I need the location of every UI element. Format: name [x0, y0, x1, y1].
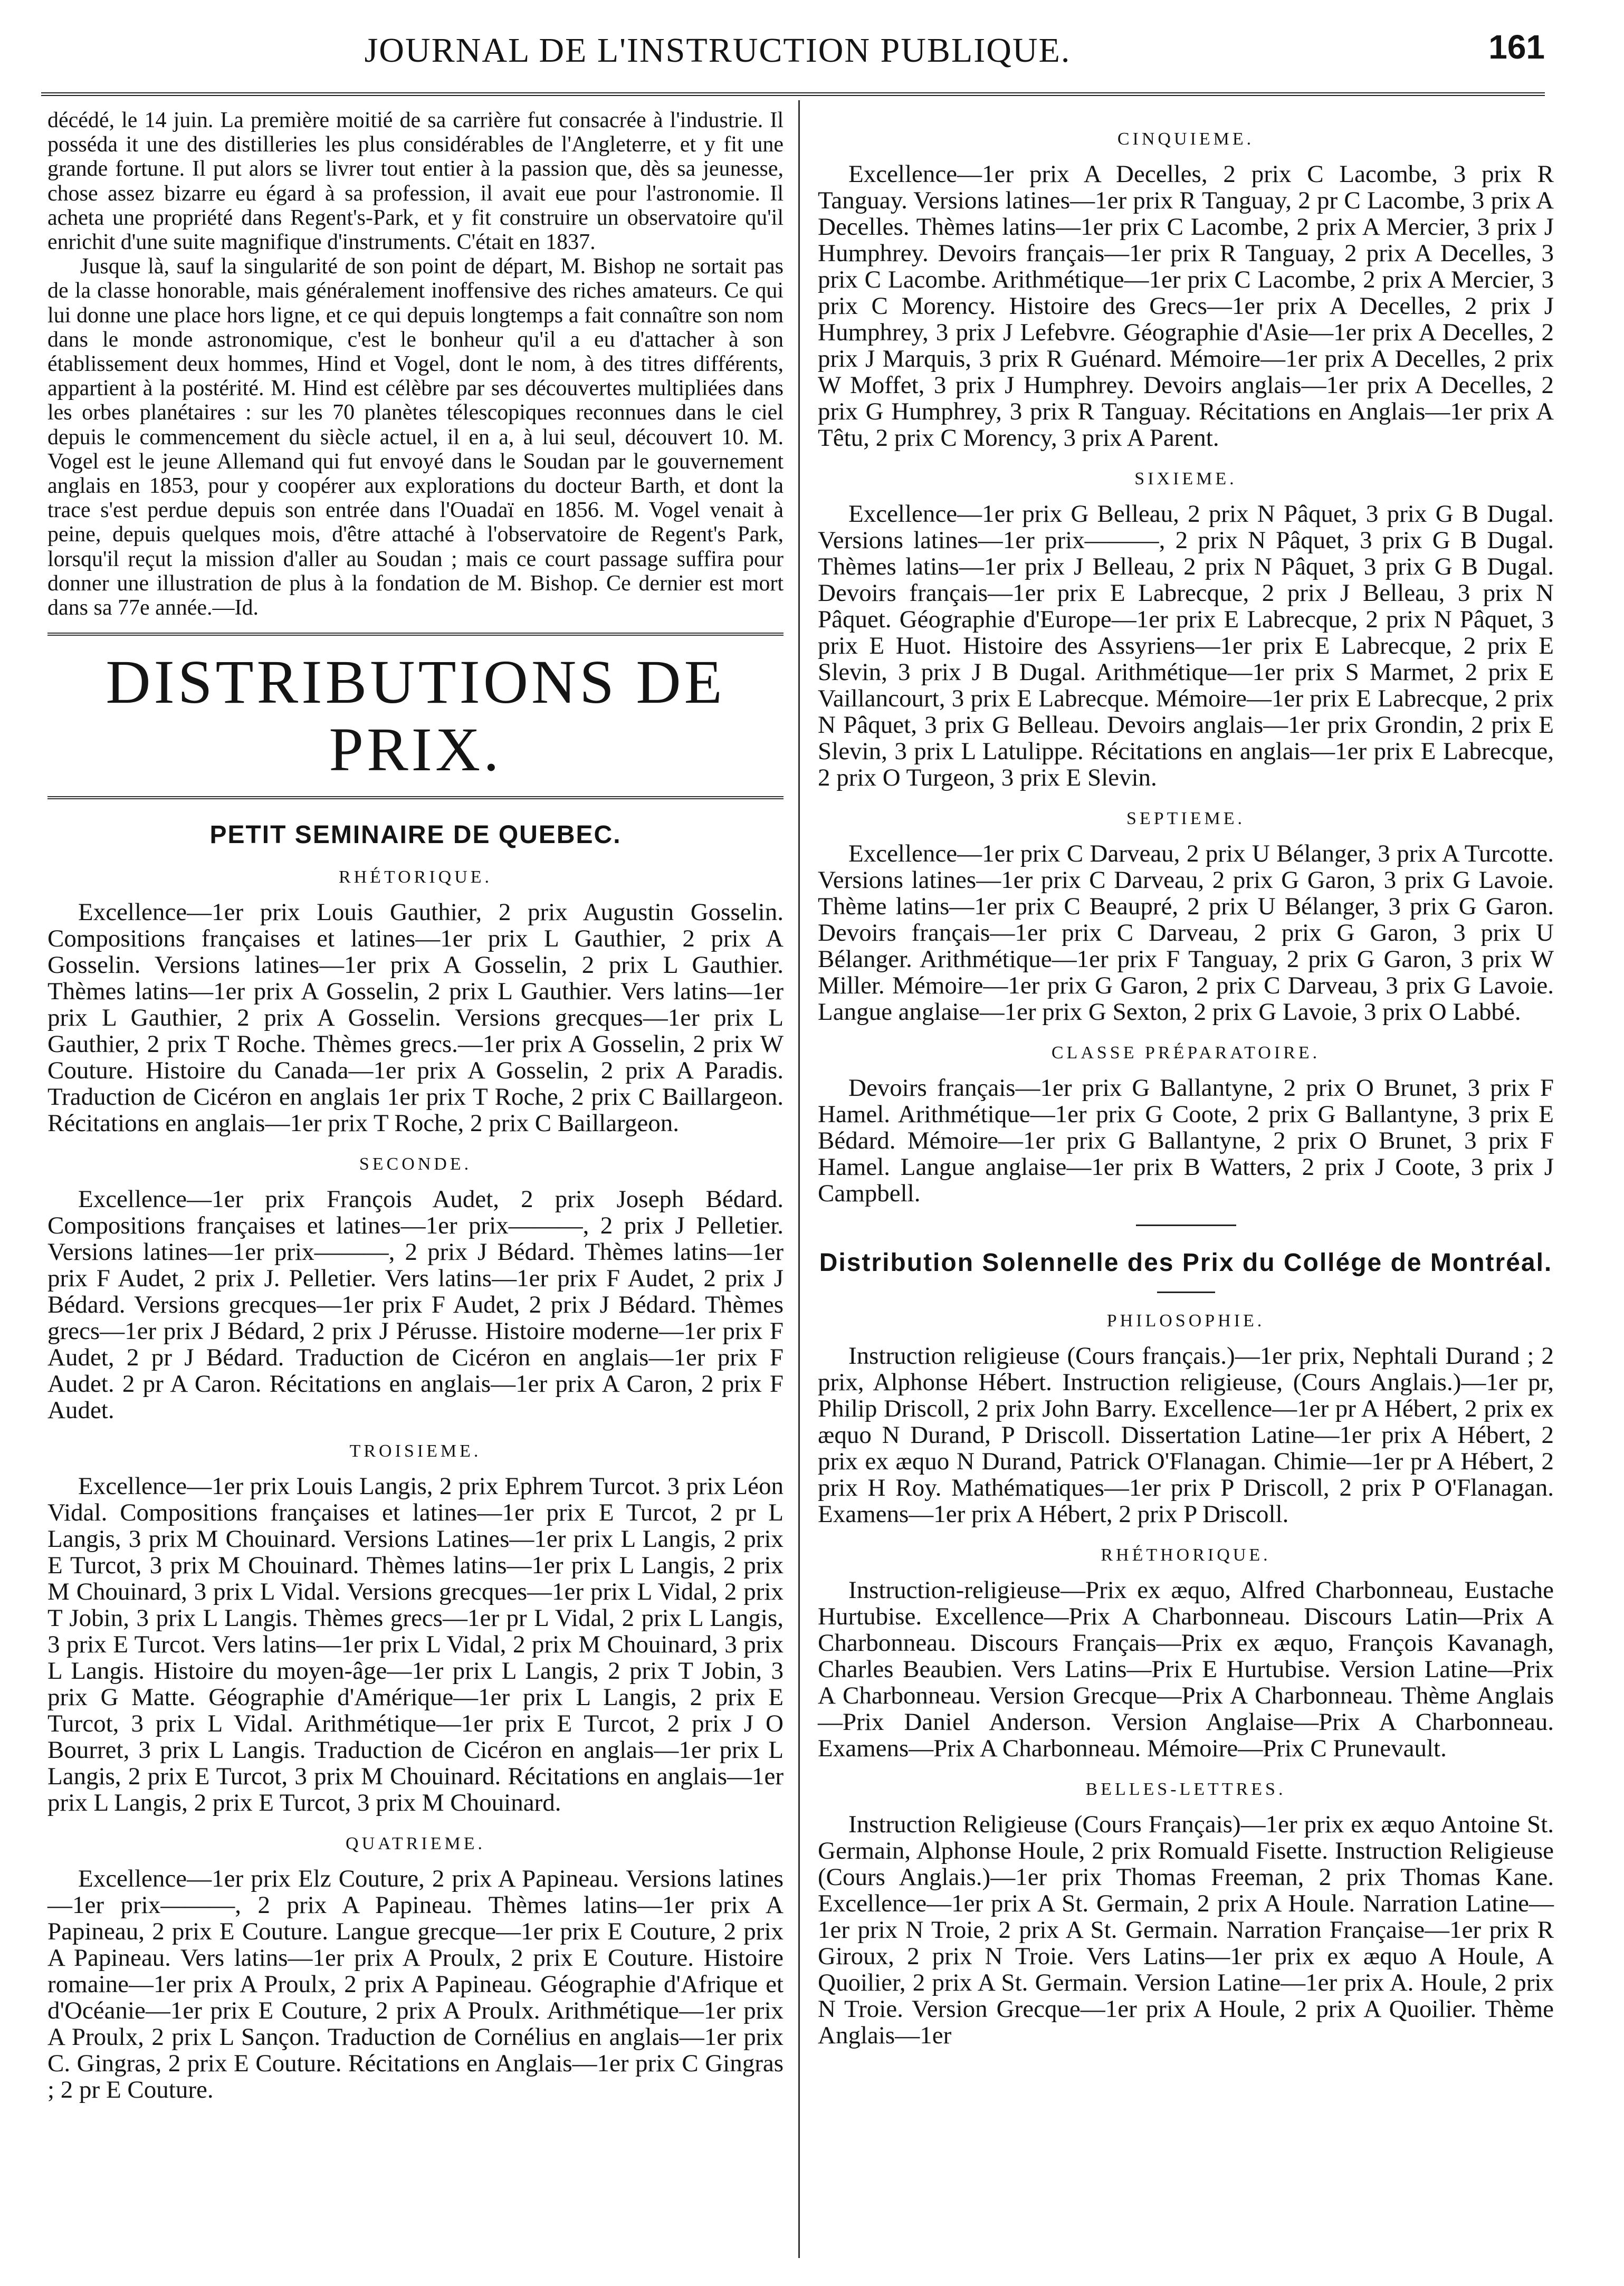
left-column: [47, 108, 784, 2103]
prize-list: Excellence—1er prix Louis Gauthier, 2 prix Augustin Gosselin. Compositions françaises et latines—1er prix L Gauthier, 2 prix A Gosselin. Versions latines—1er prix A Gosselin, 2 prix L Gauthier. Thèmes latins—1er prix A Gosselin, 2 prix L Gauthier. Vers latins—1er prix L Gauthier, 2 prix A Gosselin. Versions grecques—1er prix L Gauthier, 2 prix T Roche. Thèmes grecs.—1er prix A Gosselin, 2 prix W Couture. Histoire du Canada—1er prix A Gosselin, 2 prix A Paradis. Traduction de Cicéron en anglais 1er prix T Roche, 2 prix C Baillargeon. Récitations en anglais—1er prix T Roche, 2 prix C Baillargeon.: [47, 898, 784, 1137]
short-rule: [1136, 1225, 1236, 1226]
running-head: [0, 21, 1624, 79]
class-heading: RHÉTHORIQUE.: [1101, 1545, 1271, 1565]
column-divider: [798, 100, 800, 2258]
prize-list: Excellence—1er prix G Belleau, 2 prix N Pâquet, 3 prix G B Dugal. Versions latines—1er prix———, 2 prix N Pâquet, 3 prix G B Dugal. Thèmes latins—1er prix J Belleau, 2 prix N Pâquet, 3 prix G B Dugal. Devoirs français—1er prix E Labrecque, 2 prix J Belleau, 3 prix N Pâquet. Géographie d'Europe—1er prix E Labrecque, 2 prix N Pâquet, 3 prix E Huot. Histoire des Assyriens—1er prix E Labrecque, 2 prix E Slevin, 3 prix J B Dugal. Arithmétique—1er prix S Marmet, 2 prix E Vaillancourt, 3 prix E Labrecque. Mémoire—1er prix E Labrecque, 2 prix N Pâquet, 3 prix G Belleau. Devoirs anglais—1er prix Grondin, 2 prix E Slevin, 3 prix L Latulippe. Récitations en anglais—1er prix E Labrecque, 2 prix O Turgeon, 3 prix E Slevin.: [818, 500, 1554, 791]
right-column: [818, 108, 1554, 2049]
section-rule: [47, 633, 784, 636]
header-rule: [41, 92, 1545, 96]
class-heading: SEPTIEME.: [1126, 809, 1245, 828]
class-heading: TROISIEME.: [349, 1441, 482, 1461]
prize-list: Devoirs français—1er prix G Ballantyne, 2 prix O Brunet, 3 prix F Hamel. Arithmétique—1er prix G Coote, 2 prix G Ballantyne, 3 prix E Bédard. Mémoire—1er prix G Ballantyne, 2 prix O Brunet, 3 prix F Hamel. Langue anglaise—1er prix B Watters, 2 prix J Coote, 3 prix J Campbell.: [818, 1074, 1554, 1207]
class-heading: BELLES-LETTRES.: [1085, 1780, 1286, 1799]
class-heading: PHILOSOPHIE.: [1106, 1311, 1265, 1331]
obituary-paragraph-2: Jusque là, sauf la singularité de son point de départ, M. Bishop ne sortait pas de la classe honorable, mais généralement inoffensive des riches amateurs. Ce qui lui donne une place hors ligne, et ce qui depuis longtemps a fait connaître son nom dans le monde astronomique, c'est le bonheur qu'il a eu d'attacher à son établissement deux hommes, Hind et Vogel, dont le nom, à des titres différents, appartient à la postérité. M. Hind est célèbre par ses découvertes multipliées dans les orbes planétaires : sur les 70 planètes télescopiques reconnues dans le ciel depuis le commencement du siècle actuel, il en a, à lui seul, découvert 10. M. Vogel est le jeune Allemand qui fut envoyé dans le Soudan par le gouvernement anglais en 1853, pour y coopérer aux explorations du docteur Barth, et dont la trace s'est perdue depuis son entrée dans l'Ouadaï en 1856. M. Vogel venait à peine, depuis quelques mois, d'être attaché à l'observatoire de Regent's Park, lorsqu'il reçut la mission d'aller au Soudan ; mais ce court passage suffira pour donner une illustration de plus à la fondation de M. Bishop. Ce dernier est mort dans sa 77e année.—Id.: [47, 254, 784, 620]
class-heading: CINQUIEME.: [1117, 129, 1255, 149]
prize-list: Excellence—1er prix C Darveau, 2 prix U Bélanger, 3 prix A Turcotte. Versions latines—1er prix C Darveau, 2 prix G Garon, 3 prix G Lavoie. Thème latins—1er prix C Beaupré, 2 prix U Bélanger, 3 prix G Garon. Devoirs français—1er prix C Darveau, 2 prix G Garon, 3 prix U Bélanger. Arithmétique—1er prix F Tanguay, 2 prix G Garon, 3 prix W Miller. Mémoire—1er prix G Garon, 2 prix C Darveau, 3 prix G Lavoie. Langue anglaise—1er prix G Sexton, 2 prix G Lavoie, 3 prix O Labbé.: [818, 840, 1554, 1026]
obituary-article: [47, 108, 784, 620]
class-heading: RHÉTORIQUE.: [338, 867, 493, 887]
prize-list: Instruction-religieuse—Prix ex æquo, Alfred Charbonneau, Eustache Hurtubise. Excellence—Prix A Charbonneau. Discours Latin—Prix A Charbonneau. Discours Français—Prix ex æquo, François Kavanagh, Charles Beaubien. Vers Latins—Prix E Hurtubise. Version Latine—Prix A Charbonneau. Version Grecque—Prix A Charbonneau. Thème Anglais—Prix Daniel Anderson. Version Anglaise—Prix A Charbonneau. Examens—Prix A Charbonneau. Mémoire—Prix C Prunevault.: [818, 1576, 1554, 1762]
seminaire-title: PETIT SEMINAIRE DE QUEBEC.: [209, 821, 622, 849]
obituary-paragraph-1: décédé, le 14 juin. La première moitié de sa carrière fut consacrée à l'industrie. Il posséda it une des distilleries les plus considérables de l'Angleterre, et y fit une grande fortune. Il put alors se livrer tout entier à la passion que, dès sa jeunesse, chose assez bizarre eu égard à sa profession, il avait eue pour l'astronomie. Il acheta une propriété dans Regent's-Park, et y fit construire un observatoire qu'il enrichit d'une suite magnifique d'instruments. C'était en 1837.: [47, 108, 784, 255]
running-title: JOURNAL DE L'INSTRUCTION PUBLIQUE.: [364, 31, 1071, 70]
prize-list: Instruction Religieuse (Cours Français)—1er prix ex æquo Antoine St. Germain, Alphonse Houle, 2 prix Romuald Fisette. Instruction Religieuse (Cours Anglais.)—1er prix Thomas Freeman, 2 prix Thomas Kane. Excellence—1er prix A St. Germain, 2 prix A Houle. Narration Latine—1er prix N Troie, 2 prix A St. Germain. Narration Française—1er prix R Giroux, 2 prix N Troie. Vers Latins—1er prix ex æquo A Houle, A Quoilier, 2 prix A St. Germain. Version Latine—1er prix A. Houle, 2 prix N Troie. Version Grecque—1er prix A Houle, 2 prix A Quoilier. Thème Anglais—1er: [818, 1811, 1554, 2049]
prize-list: Excellence—1er prix A Decelles, 2 prix C Lacombe, 3 prix R Tanguay. Versions latines—1er prix R Tanguay, 2 pr C Lacombe, 3 prix A Decelles. Thèmes latins—1er prix C Lacombe, 2 prix A Mercier, 3 prix J Humphrey. Devoirs français—1er prix R Tanguay, 2 prix A Decelles, 3 prix C Lacombe. Arithmétique—1er prix C Lacombe, 2 prix A Mercier, 3 prix C Morency. Histoire des Grecs—1er prix A Decelles, 2 prix J Humphrey, 3 prix J Lefebvre. Géographie d'Asie—1er prix A Decelles, 2 prix J Marquis, 3 prix R Guénard. Mémoire—1er prix A Decelles, 2 prix W Moffet, 3 prix J Humphrey. Devoirs anglais—1er prix A Decelles, 2 prix G Humphrey, 3 prix R Tanguay. Récitations en Anglais—1er prix A Têtu, 2 prix C Morency, 3 prix A Parent.: [818, 160, 1554, 452]
main-title: DISTRIBUTIONS DE PRIX.: [106, 647, 725, 785]
prize-list: Excellence—1er prix Elz Couture, 2 prix A Papineau. Versions latines—1er prix———, 2 prix A Papineau. Thèmes latins—1er prix A Papineau, 2 prix E Couture. Langue grecque—1er prix E Couture, 2 prix A Papineau. Vers latins—1er prix A Proulx, 2 prix E Couture. Histoire romaine—1er prix A Proulx, 2 prix A Papineau. Géographie d'Afrique et d'Océanie—1er prix E Couture, 2 prix A Proulx. Arithmétique—1er prix A Proulx, 2 prix L Sançon. Traduction de Cornélius en anglais—1er prix C. Gingras, 2 prix E Couture. Récitations en Anglais—1er prix C Gingras ; 2 pr E Couture.: [47, 1865, 784, 2104]
short-rule: [1157, 1292, 1215, 1293]
page-number: 161: [1488, 28, 1545, 66]
class-heading: SIXIEME.: [1134, 469, 1237, 489]
prize-list: Excellence—1er prix Louis Langis, 2 prix Ephrem Turcot. 3 prix Léon Vidal. Compositions françaises et latines—1er prix E Turcot, 2 pr L Langis, 3 prix M Chouinard. Versions Latines—1er prix L Langis, 2 prix E Turcot, 3 prix M Chouinard. Thèmes latins—1er prix L Langis, 2 prix M Chouinard, 3 prix L Vidal. Versions grecques—1er prix L Vidal, 2 prix T Jobin, 3 prix L Langis. Thèmes grecs—1er pr L Vidal, 2 prix L Langis, 3 prix E Turcot. Vers latins—1er prix L Vidal, 2 prix M Chouinard, 3 prix L Langis. Histoire du moyen-âge—1er prix L Langis, 2 prix T Jobin, 3 prix G Matte. Géographie d'Amérique—1er prix L Langis, 2 prix E Turcot, 3 prix L Vidal. Arithmétique—1er prix E Turcot, 2 prix J O Bourret, 3 prix L Langis. Traduction de Cicéron en anglais—1er prix L Langis, 2 prix E Turcot, 3 prix M Chouinard. Récitations en anglais—1er prix L Langis, 2 prix E Turcot, 3 prix M Chouinard.: [47, 1472, 784, 1817]
class-heading: QUATRIEME.: [346, 1834, 485, 1854]
class-heading: SECONDE.: [359, 1154, 472, 1174]
prize-list: Instruction religieuse (Cours français.)—1er prix, Nephtali Durand ; 2 prix, Alphonse Hébert. Instruction religieuse, (Cours Anglais.)—1er pr, Philip Driscoll, 2 prix John Barry. Excellence—1er pr A Hébert, 2 prix ex æquo N Durand, P Driscoll. Dissertation Latine—1er prix A Hébert, 2 prix ex æquo N Durand, Patrick O'Flanagan. Chimie—1er pr A Hébert, 2 prix H Roy. Mathématiques—1er prix P Driscoll, 2 prix P O'Flanagan. Examens—1er prix A Hébert, 2 prix P Driscoll.: [818, 1342, 1554, 1528]
college-title: Distribution Solennelle des Prix du Collége de Montréal.: [819, 1249, 1553, 1277]
class-heading: CLASSE PRÉPARATOIRE.: [1051, 1043, 1321, 1063]
section-rule: [47, 796, 784, 799]
prize-list: Excellence—1er prix François Audet, 2 prix Joseph Bédard. Compositions françaises et latines—1er prix———, 2 prix J Pelletier. Versions latines—1er prix———, 2 prix J Bédard. Thèmes latins—1er prix F Audet, 2 prix J. Pelletier. Vers latins—1er prix F Audet, 2 prix J Bédard. Versions grecques—1er prix F Audet, 2 prix J Bédard. Thèmes grecs—1er prix J Bédard, 2 prix J Pérusse. Histoire moderne—1er prix F Audet, 2 pr J Bédard. Traduction de Cicéron en anglais—1er prix F Audet. 2 pr A Caron. Récitations en anglais—1er prix A Caron, 2 prix F Audet.: [47, 1185, 784, 1424]
